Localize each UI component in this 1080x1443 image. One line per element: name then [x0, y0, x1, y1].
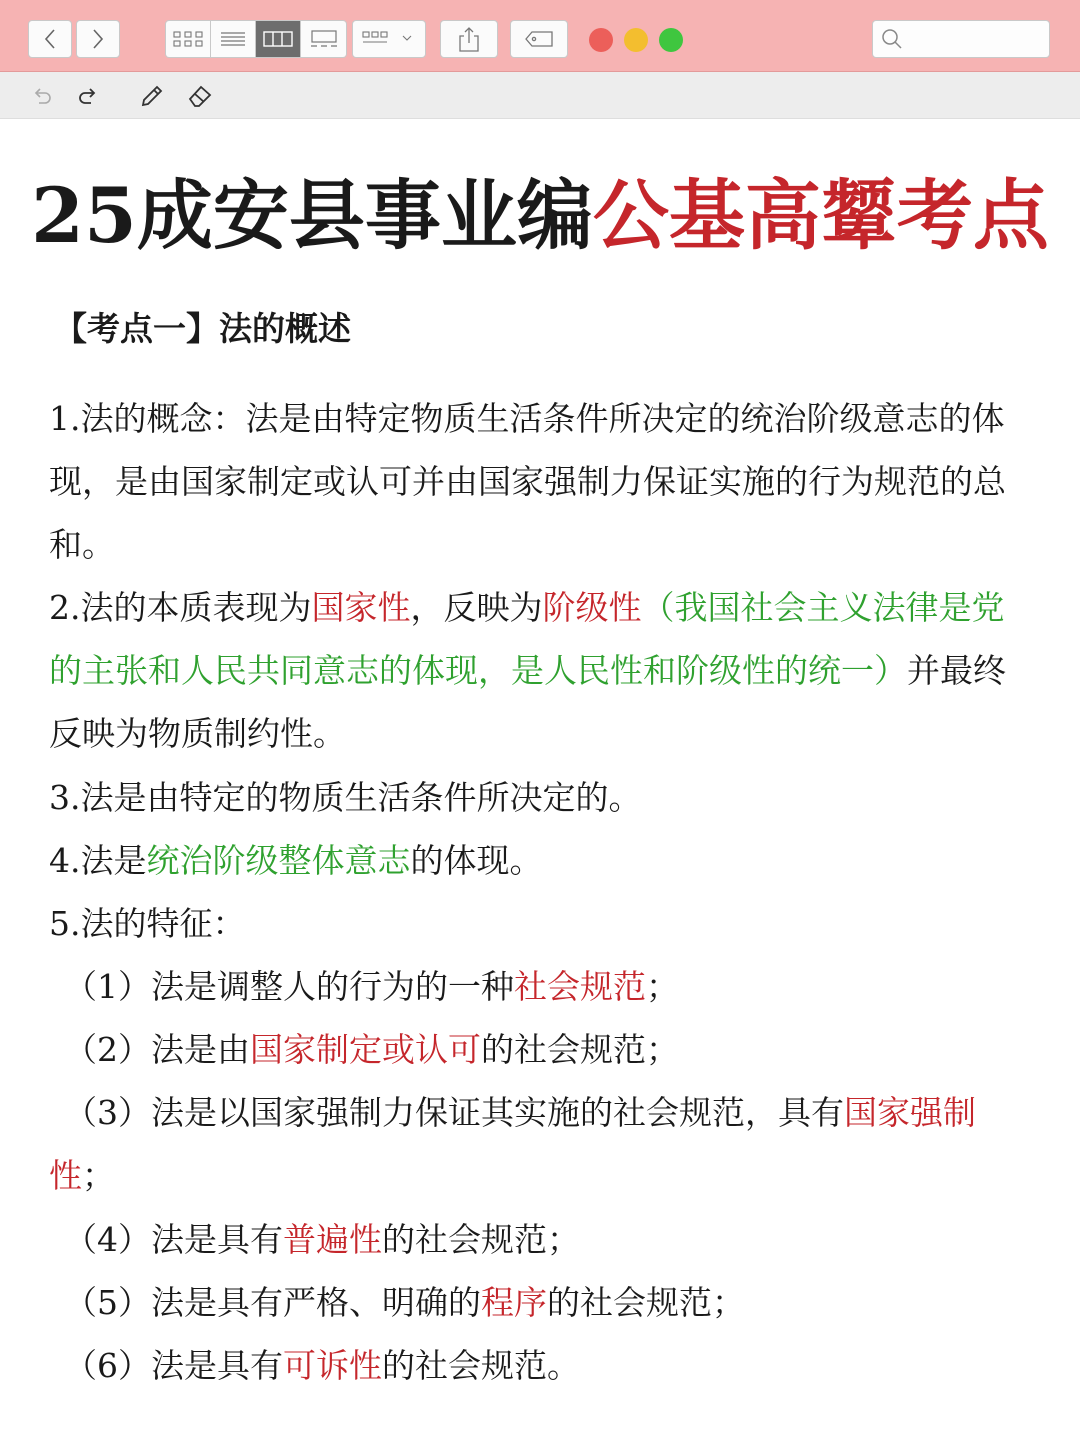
text-run: 2.法的本质表现为 — [49, 588, 312, 627]
list-view-icon — [220, 30, 246, 48]
page-title — [0, 171, 1080, 261]
text-run: 的社会规范； — [481, 1030, 679, 1069]
text-run: ，反映为 — [410, 588, 543, 627]
text-run: （5）法是具有严格、明确的 — [64, 1283, 481, 1322]
close-window-button[interactable] — [589, 28, 613, 52]
feature-1 — [64, 955, 1034, 1018]
back-button[interactable] — [28, 20, 72, 58]
feature-4 — [64, 1208, 1034, 1271]
text-run: （3）法是以国家强制力保证其实施的社会规范，具有 — [64, 1093, 844, 1132]
column-view-button[interactable] — [256, 21, 301, 57]
paragraph-2 — [49, 576, 1031, 765]
paragraph-4 — [49, 829, 1031, 892]
search-icon — [881, 28, 903, 50]
pencil-icon — [139, 83, 165, 109]
highlight-green: （我国社会主义法律是党的主张和人民共同意志的体现，是人民性和阶级性的统一） — [49, 588, 1005, 690]
share-icon — [458, 26, 480, 52]
text-run: 的社会规范。 — [382, 1346, 580, 1385]
group-by-button[interactable] — [352, 20, 426, 58]
feature-5 — [64, 1271, 1034, 1334]
highlight-red: 社会规范 — [514, 967, 646, 1006]
paragraph-5: 5.法的特征： — [49, 904, 246, 943]
tag-button[interactable] — [510, 20, 568, 58]
gallery-view-icon — [309, 30, 339, 48]
grid-view-icon — [173, 30, 203, 48]
text-run: （1）法是调整人的行为的一种 — [64, 967, 514, 1006]
highlight-red: 国家强制性 — [49, 1093, 976, 1195]
highlight-red: 国家制定或认可 — [250, 1030, 481, 1069]
text-run: 的社会规范； — [382, 1220, 580, 1259]
minimize-window-button[interactable] — [624, 28, 648, 52]
highlight-red: 程序 — [481, 1283, 547, 1322]
section-heading: 【考点一】法的概述 — [54, 309, 351, 348]
text-run: ； — [646, 967, 679, 1006]
window-titlebar — [0, 0, 1080, 72]
document-canvas — [0, 119, 1080, 1443]
pencil-button[interactable] — [138, 82, 166, 110]
edit-toolbar — [0, 72, 1080, 119]
zoom-window-button[interactable] — [659, 28, 683, 52]
undo-icon — [30, 84, 54, 108]
text-run: （4）法是具有 — [64, 1220, 283, 1259]
highlight-red: 国家性 — [311, 588, 411, 627]
text-run: （2）法是由 — [64, 1030, 250, 1069]
column-view-icon — [263, 30, 293, 48]
eraser-button[interactable] — [186, 82, 214, 110]
group-by-icon — [361, 29, 417, 49]
highlight-green: 统治阶级整体意志 — [146, 841, 411, 880]
paragraph-3: 3.法是由特定的物质生活条件所决定的。 — [49, 778, 642, 817]
undo-button[interactable] — [28, 82, 56, 110]
view-mode-segmented[interactable] — [165, 20, 347, 58]
highlight-red: 普遍性 — [283, 1220, 382, 1259]
highlight-red: 阶级性 — [542, 588, 642, 627]
text-run: 的体现。 — [410, 841, 543, 880]
tag-icon — [524, 30, 554, 48]
chevron-left-icon — [43, 28, 57, 50]
gallery-view-button[interactable] — [301, 21, 346, 57]
text-run: （6）法是具有 — [64, 1346, 283, 1385]
share-button[interactable] — [440, 20, 498, 58]
list-view-button[interactable] — [211, 21, 256, 57]
highlight-red: 可诉性 — [283, 1346, 382, 1385]
text-run: ； — [82, 1156, 115, 1195]
text-run: 的社会规范； — [547, 1283, 745, 1322]
text-run: 并最终反映为物质制约性。 — [49, 651, 1006, 753]
feature-3 — [49, 1081, 1031, 1207]
title-part-red: 公基高颦考点 — [592, 171, 1049, 260]
title-part-black: 25成安县事业编 — [31, 171, 593, 260]
redo-button[interactable] — [74, 82, 102, 110]
text-run: 4.法是 — [49, 841, 147, 880]
paragraph-1: 1.法的概念：法是由特定物质生活条件所决定的统治阶级意志的体现，是由国家制定或认可并由国家强制力保证实施的行为规范的总和。 — [49, 399, 1006, 564]
eraser-icon — [187, 83, 213, 109]
redo-icon — [76, 84, 100, 108]
search-field[interactable] — [872, 20, 1050, 58]
forward-button[interactable] — [76, 20, 120, 58]
feature-2 — [64, 1018, 1034, 1081]
grid-view-button[interactable] — [166, 21, 211, 57]
search-input[interactable] — [909, 27, 1043, 53]
chevron-right-icon — [91, 28, 105, 50]
feature-6 — [64, 1334, 1034, 1397]
